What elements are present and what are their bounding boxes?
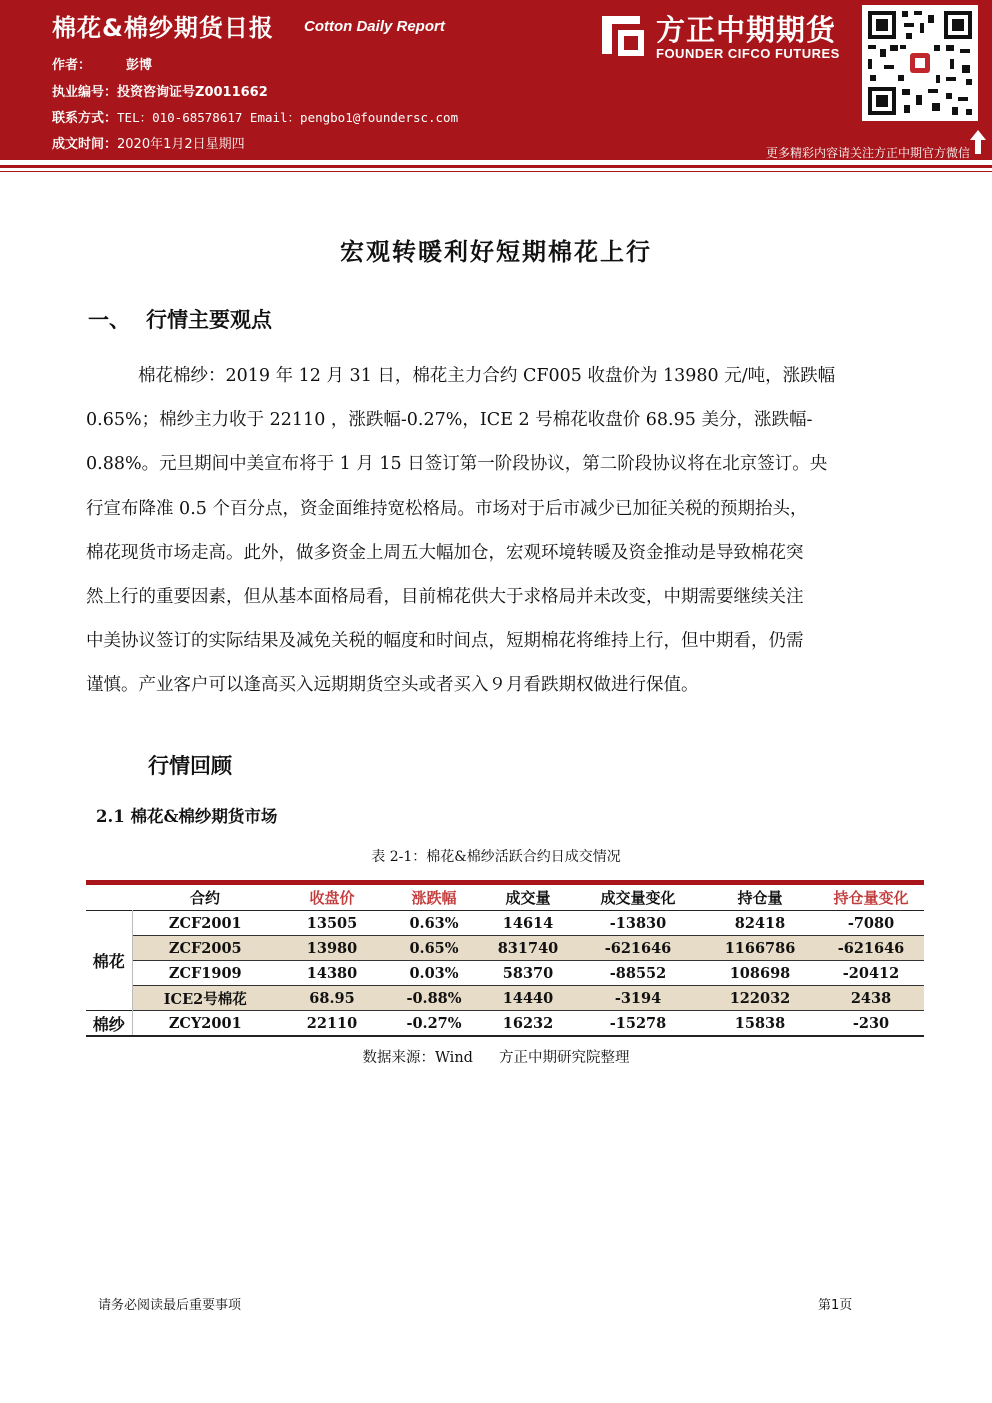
footer-disclaimer-note: 请务必阅读最后重要事项 bbox=[98, 1298, 242, 1313]
column-header: 持仓量 bbox=[702, 883, 818, 911]
table-cell: ZCF2001 bbox=[132, 911, 278, 936]
table-cell: 0.65% bbox=[386, 936, 482, 961]
date-label: 成文时间： bbox=[52, 137, 118, 152]
table-row bbox=[86, 961, 924, 986]
table-source bbox=[0, 1046, 992, 1067]
wechat-qr-code[interactable] bbox=[862, 5, 978, 121]
table-cell: 68.95 bbox=[278, 986, 386, 1011]
contact-info: TEL：010-68578617 Email：pengbo1@foundersc.com bbox=[117, 110, 459, 125]
author-label: 作者： bbox=[52, 58, 92, 73]
section-1-heading bbox=[88, 304, 272, 334]
table-cell: 82418 bbox=[702, 911, 818, 936]
report-subtitle: Cotton Daily Report bbox=[304, 18, 445, 35]
table-cell: 22110 bbox=[278, 1011, 386, 1037]
group-label-cotton: 棉花 bbox=[86, 911, 132, 1011]
table-cell: -88552 bbox=[609, 964, 667, 982]
report-date: 2020年1月2日星期四 bbox=[117, 137, 245, 152]
table-cell: 14614 bbox=[482, 911, 574, 936]
table-cell: ZCY2001 bbox=[132, 1011, 278, 1037]
company-logo bbox=[600, 6, 852, 66]
table-cell: 831740 bbox=[482, 936, 574, 961]
qr-code-icon bbox=[862, 5, 978, 121]
author-name: 彭博 bbox=[126, 58, 153, 73]
table-row bbox=[86, 986, 924, 1011]
table-cell: -3194 bbox=[574, 986, 702, 1011]
table-cell: 58370 bbox=[502, 964, 554, 982]
table-cell: 1166786 bbox=[702, 936, 818, 961]
table-cell: -7080 bbox=[818, 911, 924, 936]
paragraph-line: 0.88%。元旦期间中美宣布将于 1 月 15 日签订第一阶段协议，第二阶段协议将在北京签订。央 bbox=[86, 454, 828, 475]
date-line bbox=[52, 133, 245, 152]
table-cell: 14380 bbox=[306, 964, 358, 982]
license-label: 执业编号： bbox=[52, 85, 118, 100]
author-line bbox=[52, 54, 152, 73]
paragraph-line: 0.65%；棉纱主力收于 22110 ，涨跌幅-0.27%，ICE 2 号棉花收盘价 68.95 美分，涨跌幅- bbox=[86, 410, 813, 431]
column-header: 合约 bbox=[132, 883, 278, 911]
table-cell: -621646 bbox=[574, 936, 702, 961]
table-header-row bbox=[86, 883, 924, 911]
group-label-yarn: 棉纱 bbox=[86, 1011, 132, 1037]
paragraph-line: 中美协议签订的实际结果及减免关税的幅度和时间点，短期棉花将维持上行，但中期看，仍需 bbox=[86, 631, 804, 652]
table-cell: ZCF2005 bbox=[132, 936, 278, 961]
table-cell: 108698 bbox=[729, 964, 791, 982]
column-header-group bbox=[86, 883, 132, 911]
main-viewpoint-paragraph bbox=[86, 354, 906, 708]
logo-chinese-name: 方正中期期货 bbox=[656, 13, 837, 47]
wechat-follow-note: 更多精彩内容请关注方正中期官方微信 bbox=[765, 146, 970, 160]
contact-label: 联系方式： bbox=[52, 111, 118, 126]
table-cell: 0.63% bbox=[386, 911, 482, 936]
table-row bbox=[86, 936, 924, 961]
table-cell: 2438 bbox=[818, 986, 924, 1011]
table-cell: -13830 bbox=[574, 911, 702, 936]
column-header: 成交量变化 bbox=[574, 883, 702, 911]
document-title: 宏观转暖利好短期棉花上行 bbox=[340, 237, 652, 266]
table-cell: -0.27% bbox=[386, 1011, 482, 1037]
page-number: 第1页 bbox=[818, 1298, 853, 1313]
paragraph-line: 行宣布降准 0.5 个百分点，资金面维持宽松格局。市场对于后市减少已加征关税的预期抬头， bbox=[86, 498, 808, 519]
table-cell: 122032 bbox=[702, 986, 818, 1011]
table-cell: 13980 bbox=[278, 936, 386, 961]
subsection-2-1-heading: 2.1 棉花&棉纱期货市场 bbox=[96, 807, 278, 826]
paragraph-line: 然上行的重要因素，但从基本面格局看，目前棉花供大于求格局并未改变，中期需要继续关注 bbox=[86, 587, 804, 608]
report-header bbox=[0, 0, 992, 160]
table-cell: -621646 bbox=[818, 936, 924, 961]
table-cell: -15278 bbox=[574, 1011, 702, 1037]
section-1-number: 一、 bbox=[88, 307, 130, 332]
license-number: 投资咨询证号Z0011662 bbox=[117, 85, 268, 100]
table-cell: 14440 bbox=[482, 986, 574, 1011]
arrow-up-icon bbox=[968, 128, 988, 156]
paragraph-line: 谨慎。产业客户可以逢高买入远期期货空头或者买入９月看跌期权做进行保值。 bbox=[86, 675, 699, 696]
logo-english-name: FOUNDER CIFCO FUTURES bbox=[656, 46, 840, 61]
founder-logo-icon bbox=[600, 10, 646, 58]
header-rule-thin bbox=[0, 171, 992, 172]
table-cell: 0.03% bbox=[409, 964, 459, 982]
paragraph-line: 棉花棉纱：2019 年 12 月 31 日，棉花主力合约 CF005 收盘价为 13980 元/吨，涨跌幅 bbox=[138, 366, 836, 386]
table-cell: 15838 bbox=[702, 1011, 818, 1037]
table-cell: 16232 bbox=[482, 1011, 574, 1037]
table-cell: -20412 bbox=[842, 964, 900, 982]
column-header: 持仓量变化 bbox=[818, 883, 924, 911]
table-cell: ICE2号棉花 bbox=[132, 986, 278, 1011]
report-title: 棉花&棉纱期货日报 bbox=[52, 14, 274, 42]
column-header: 涨跌幅 bbox=[386, 883, 482, 911]
table-caption: 表 2-1：棉花&棉纱活跃合约日成交情况 bbox=[371, 849, 621, 865]
source-organization: 方正中期研究院整理 bbox=[498, 1050, 630, 1066]
table-cell: 13505 bbox=[278, 911, 386, 936]
table-cell: -230 bbox=[818, 1011, 924, 1037]
table-row bbox=[86, 911, 924, 936]
column-header: 收盘价 bbox=[278, 883, 386, 911]
futures-trading-table bbox=[86, 880, 924, 1037]
table-row bbox=[86, 1011, 924, 1037]
section-2-heading: 行情回顾 bbox=[148, 753, 232, 778]
license-line bbox=[52, 81, 268, 100]
section-1-title: 行情主要观点 bbox=[146, 307, 272, 332]
contact-line bbox=[52, 107, 458, 126]
column-header: 成交量 bbox=[482, 883, 574, 911]
paragraph-line: 棉花现货市场走高。此外，做多资金上周五大幅加仓，宏观环境转暖及资金推动是导致棉花突 bbox=[86, 542, 804, 563]
header-rule-thick bbox=[0, 165, 992, 168]
table-cell: ZCF1909 bbox=[168, 964, 242, 982]
table-cell: -0.88% bbox=[386, 986, 482, 1011]
source-label: 数据来源：Wind bbox=[362, 1050, 473, 1066]
